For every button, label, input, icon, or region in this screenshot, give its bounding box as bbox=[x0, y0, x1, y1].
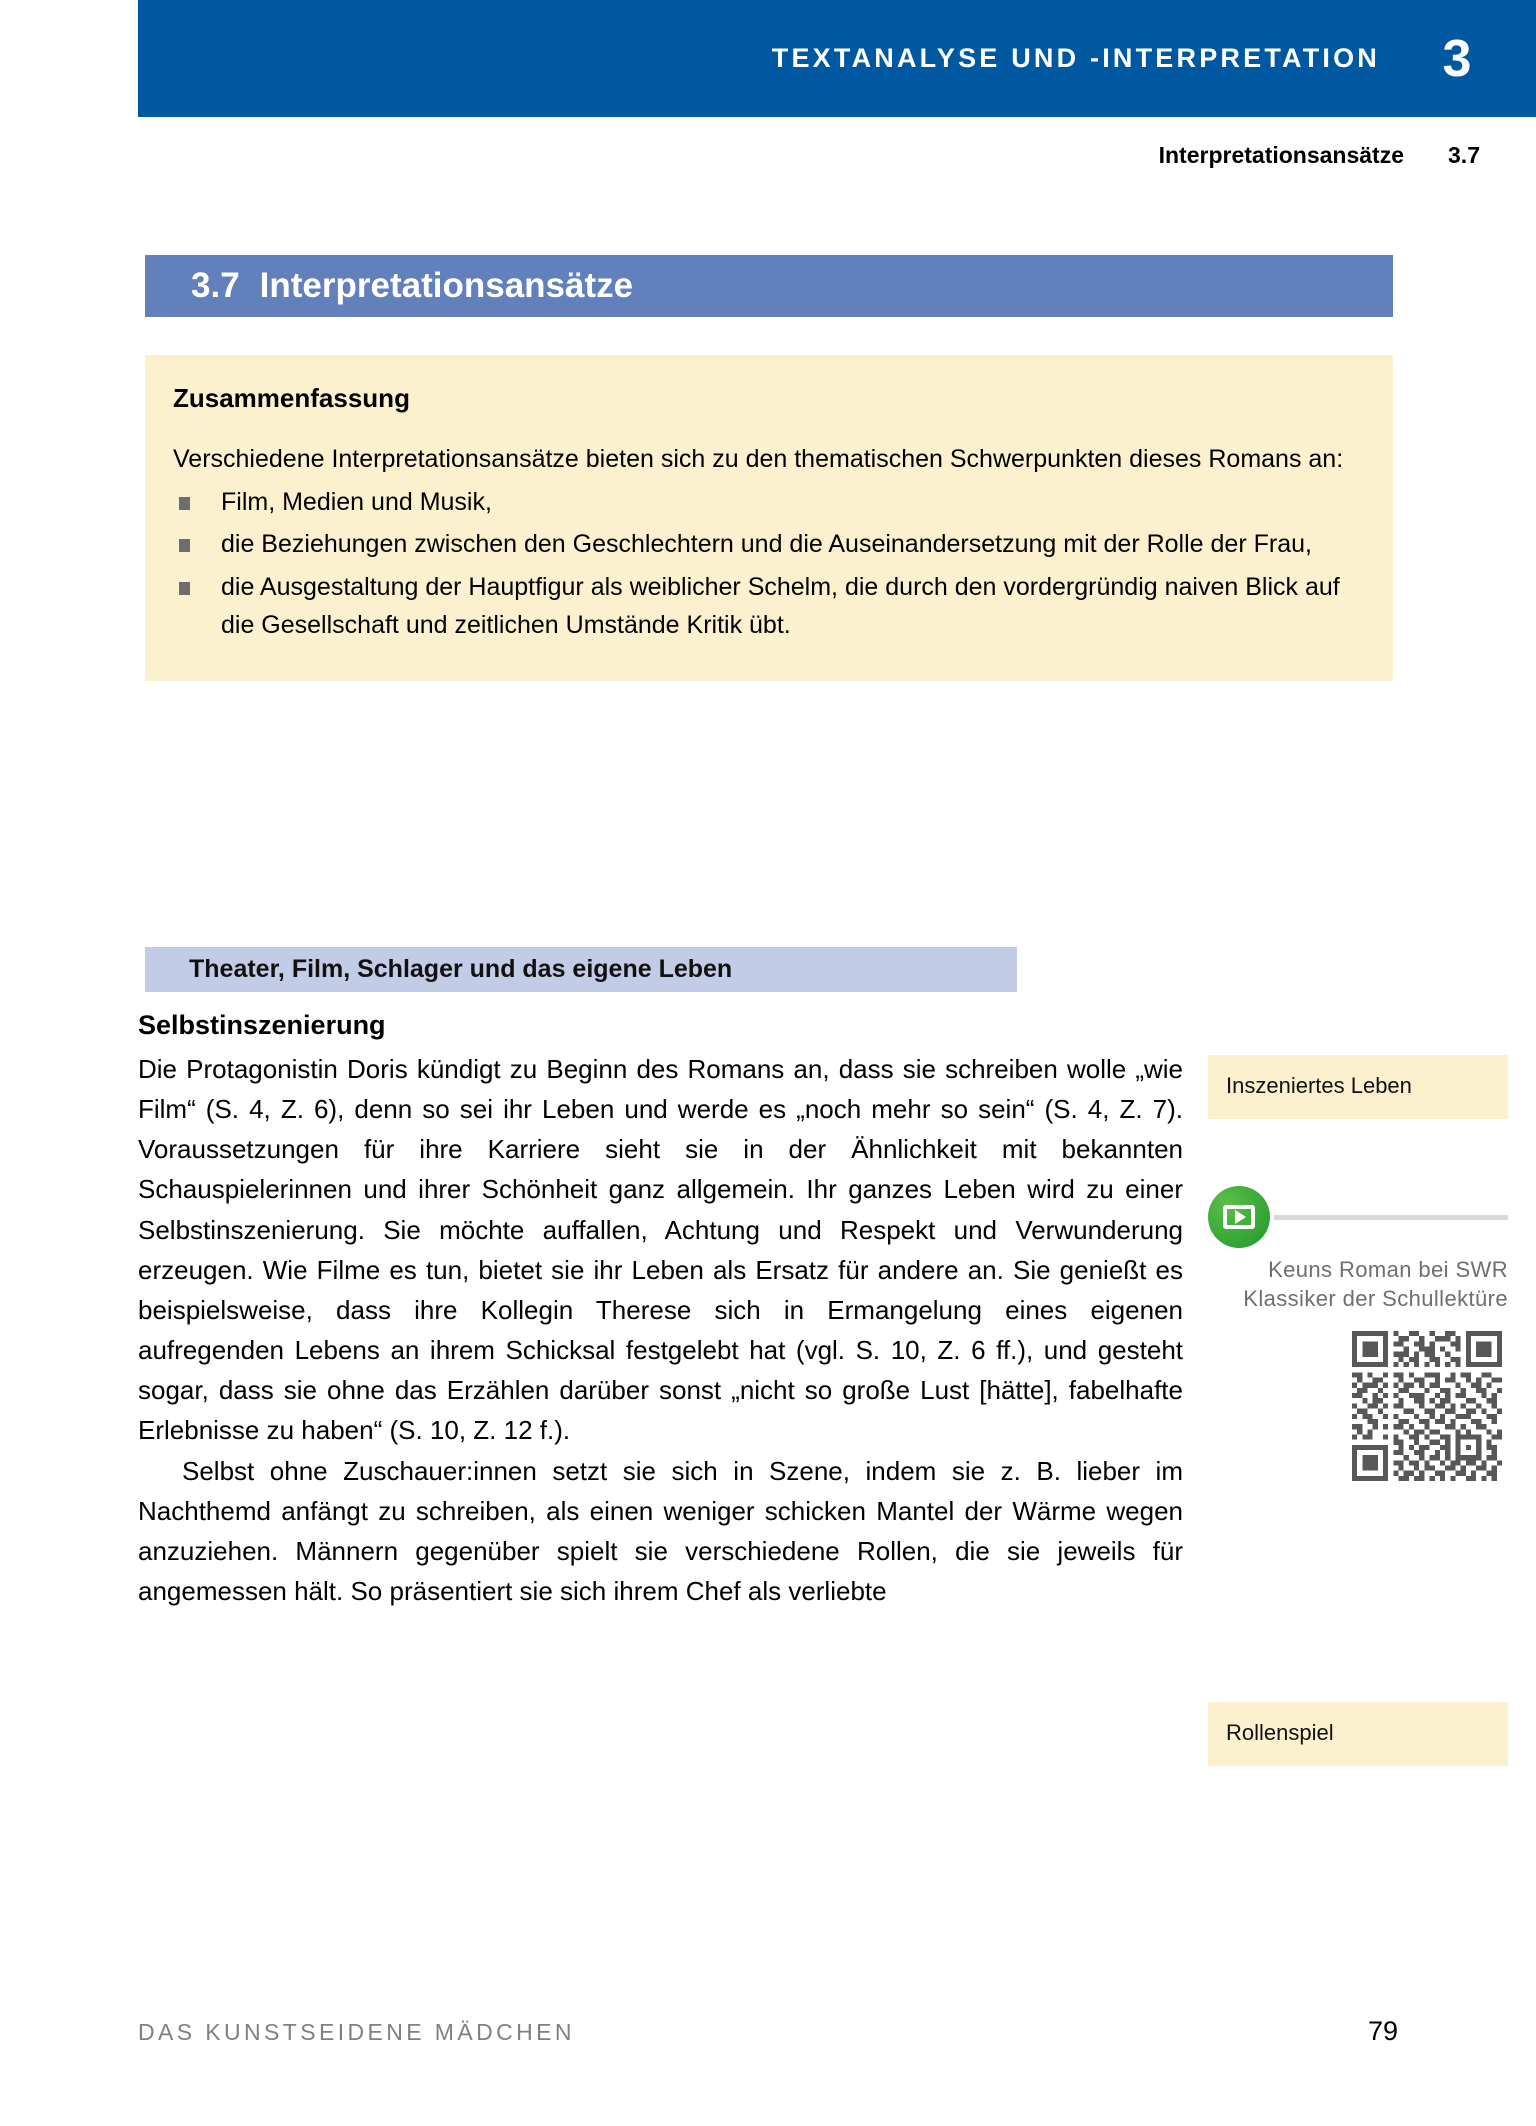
summary-intro-text: Verschiedene Interpretationsansätze bieten sich zu den thematischen Schwerpunkten dieses Romans an: bbox=[173, 445, 1344, 473]
page-footer bbox=[138, 2016, 1398, 2047]
list-item-text: die Ausgestaltung der Hauptfigur als weiblicher Schelm, die durch den vordergründig naiven Blick auf die Gesellschaft und zeitlichen Umstände Kritik übt. bbox=[221, 572, 1340, 639]
margin-note-inszeniertes-leben: Inszeniertes Leben bbox=[1208, 1055, 1508, 1119]
summary-box bbox=[145, 355, 1393, 681]
square-bullet-icon bbox=[179, 539, 190, 552]
square-bullet-icon bbox=[179, 582, 190, 595]
summary-bullet-list bbox=[173, 483, 1353, 645]
footer-book-title: DAS KUNSTSEIDENE MÄDCHEN bbox=[138, 2019, 575, 2045]
breadcrumb-label: Interpretationsansätze bbox=[1158, 142, 1405, 168]
list-item bbox=[173, 525, 1353, 564]
chapter-number: 3 bbox=[1442, 29, 1472, 88]
qr-code[interactable] bbox=[1352, 1331, 1502, 1481]
subsection-title: Theater, Film, Schlager und das eigene Leben bbox=[189, 955, 733, 983]
list-item bbox=[173, 568, 1353, 645]
body-paragraph-2: Selbst ohne Zuschauer:innen setzt sie sich in Szene, indem sie z. B. lieber im Nachthemd anfängt zu schreiben, als einen weniger schicken Mantel der Wärme wegen anzuziehen. Männern gegenüber spielt sie verschiedene Rollen, die sie jeweils für angemessen hält. So präsentiert sie sich ihrem Chef als verliebte bbox=[138, 1455, 1183, 1607]
subsection-title-bar bbox=[145, 947, 1017, 992]
page-number: 79 bbox=[1367, 2016, 1398, 2046]
media-caption: Keuns Roman bei SWR Klassiker der Schullektüre bbox=[1243, 1257, 1508, 1311]
play-button-icon[interactable] bbox=[1208, 1186, 1270, 1248]
list-item bbox=[173, 483, 1353, 522]
play-triangle-shape bbox=[1235, 1210, 1246, 1224]
header-title: TEXTANALYSE UND -INTERPRETATION bbox=[771, 43, 1380, 73]
section-title: Interpretationsansätze bbox=[259, 266, 634, 305]
media-reference-block bbox=[1208, 1186, 1508, 1481]
section-title-bar bbox=[145, 255, 1393, 317]
breadcrumb-number: 3.7 bbox=[1448, 142, 1480, 168]
list-item-text: die Beziehungen zwischen den Geschlechtern und die Auseinandersetzung mit der Rolle der Frau, bbox=[221, 530, 1312, 558]
play-screen-shape bbox=[1223, 1205, 1255, 1229]
summary-heading: Zusammenfassung bbox=[173, 383, 410, 413]
breadcrumb bbox=[1159, 142, 1480, 169]
square-bullet-icon bbox=[179, 497, 190, 510]
body-paragraph-1: Die Protagonistin Doris kündigt zu Beginn des Romans an, dass sie schreiben wolle „wie Film“ (S. 4, Z. 6), denn so sei ihr Leben und werde es „noch mehr so sein“ (S. 4, Z. 7). Voraussetzungen für ihre Karriere sieht sie in der Ähnlichkeit mit bekannten Schauspielerinnen und ihrer Schönheit ganz allgemein. Ihr ganzes Leben wird zu einer Selbstinszenierung. Sie möchte auffallen, Achtung und Respekt und Verwunderung erzeugen. Wie Filme es tun, bietet sie ihr Leben als Ersatz für andere an. Sie genießt es beispielsweise, dass ihre Kollegin Therese sich in Ermangelung eines eigenen aufregenden Lebens an ihrem Schicksal festgelebt hat (vgl. S. 10, Z. 6 ff.), und gesteht sogar, dass sie ohne das Erzählen darüber sonst „nicht so große Lust [hätte], fabelhafte Erlebnisse zu haben“ (S. 10, Z. 12 f.). bbox=[138, 1054, 1183, 1446]
body-heading: Selbstinszenierung bbox=[138, 1010, 386, 1040]
media-icon-row bbox=[1208, 1186, 1508, 1248]
body-text-column bbox=[138, 1010, 1183, 1611]
section-number: 3.7 bbox=[191, 266, 240, 305]
media-divider-rule bbox=[1274, 1215, 1508, 1220]
page-header-band bbox=[138, 0, 1536, 117]
list-item-text: Film, Medien und Musik, bbox=[221, 487, 492, 516]
margin-note-rollenspiel: Rollenspiel bbox=[1208, 1702, 1508, 1766]
